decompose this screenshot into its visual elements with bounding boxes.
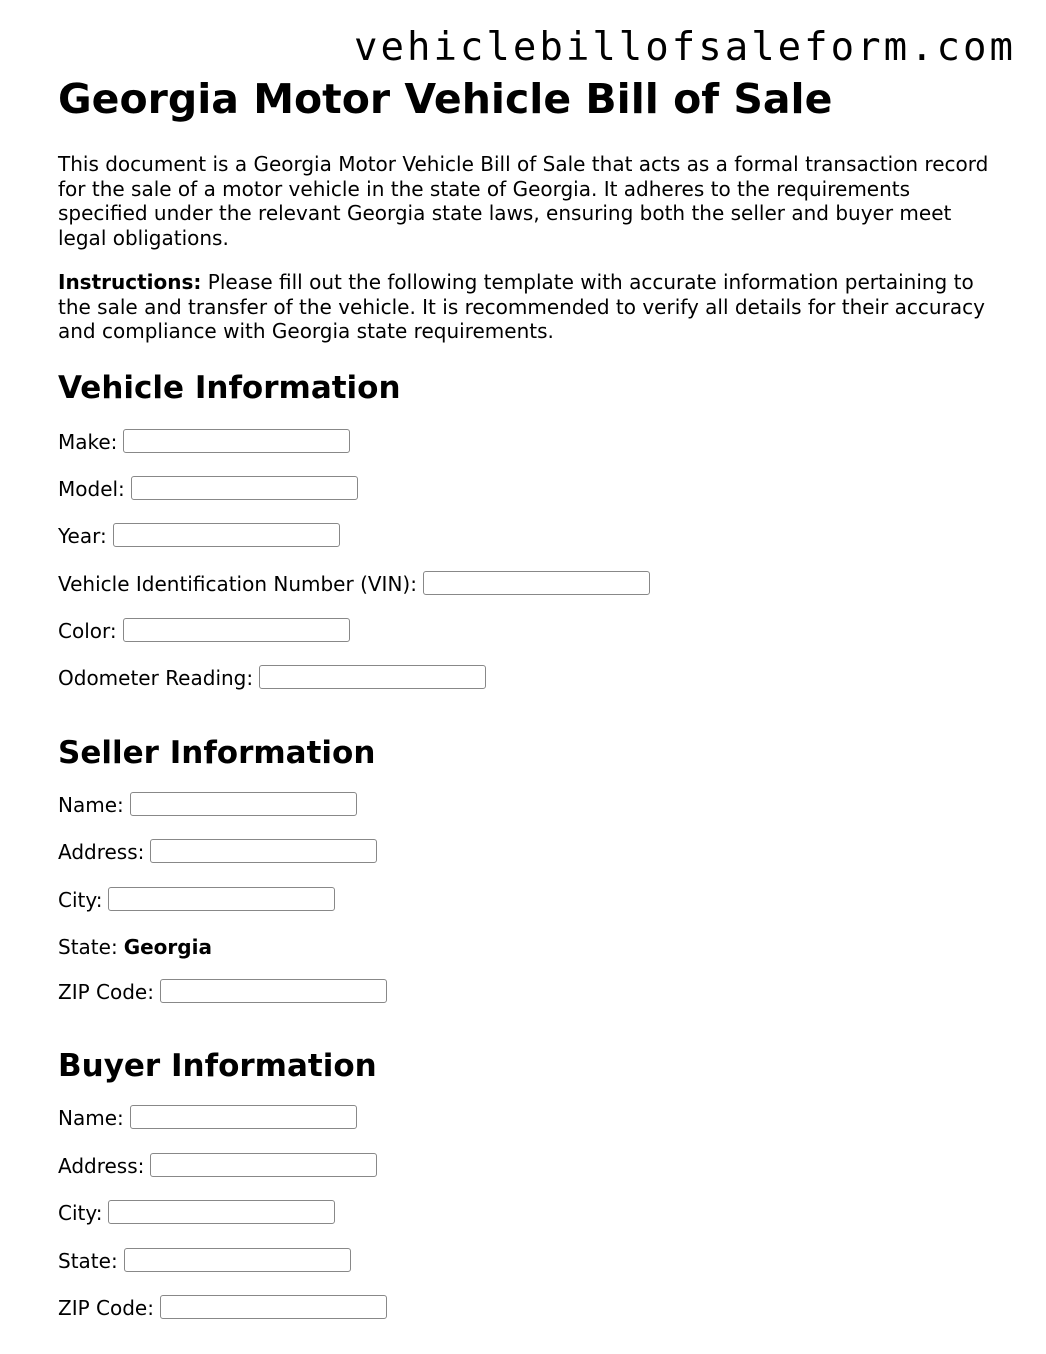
seller-address-label: Address:: [58, 840, 145, 865]
vehicle-year-label: Year:: [58, 524, 107, 549]
vehicle-color-label: Color:: [58, 619, 117, 644]
seller-state-value: Georgia: [123, 935, 212, 960]
seller-address-row: [58, 839, 998, 886]
seller-section-heading: Seller Information: [58, 734, 376, 771]
intro-paragraph: This document is a Georgia Motor Vehicle Bill of Sale that acts as a formal transaction record for the sale of a motor vehicle in the state of Georgia. It adheres to the requirements specified under the relevant Georgia state laws, ensuring both the seller and buyer meet legal obligations.: [58, 152, 989, 250]
vehicle-vin-row: [58, 571, 998, 618]
buyer-section-heading: Buyer Information: [58, 1048, 377, 1085]
vehicle-section-heading: Vehicle Information: [58, 369, 401, 406]
vehicle-vin-label: Vehicle Identification Number (VIN):: [58, 571, 417, 596]
site-watermark: vehiclebillofsaleform.com: [354, 25, 1016, 70]
seller-name-label: Name:: [58, 792, 124, 817]
seller-address-input[interactable]: [150, 839, 377, 863]
instructions-text: Please fill out the following template with accurate information pertaining to the sale and transfer of the vehicle. It is recommended to verify all details for their accuracy and compliance with Georgia state requirements.: [58, 270, 985, 343]
bill-of-sale-document: [58, 74, 998, 1342]
instructions-paragraph: [58, 270, 998, 344]
buyer-name-label: Name:: [58, 1106, 124, 1131]
buyer-address-input[interactable]: [150, 1153, 377, 1177]
buyer-name-row: [58, 1105, 998, 1152]
seller-state-label: State:: [58, 935, 118, 960]
vehicle-year-row: [58, 523, 998, 570]
seller-zip-input[interactable]: [160, 979, 387, 1003]
vehicle-odometer-row: [58, 665, 998, 712]
vehicle-odometer-label: Odometer Reading:: [58, 666, 254, 691]
buyer-zip-input[interactable]: [160, 1295, 387, 1319]
seller-city-label: City:: [58, 887, 103, 912]
buyer-zip-label: ZIP Code:: [58, 1295, 154, 1320]
seller-name-input[interactable]: [130, 792, 357, 816]
buyer-zip-row: [58, 1295, 998, 1342]
vehicle-model-label: Model:: [58, 476, 125, 501]
vehicle-make-input[interactable]: [123, 429, 350, 453]
vehicle-make-label: Make:: [58, 429, 118, 454]
vehicle-model-input[interactable]: [131, 476, 358, 500]
seller-city-row: [58, 887, 998, 934]
seller-zip-label: ZIP Code:: [58, 980, 154, 1005]
buyer-city-row: [58, 1200, 998, 1247]
vehicle-make-row: [58, 429, 998, 476]
buyer-address-label: Address:: [58, 1153, 145, 1178]
page-title: Georgia Motor Vehicle Bill of Sale: [58, 75, 833, 123]
buyer-city-label: City:: [58, 1201, 103, 1226]
seller-zip-row: [58, 979, 998, 1026]
buyer-name-input[interactable]: [130, 1105, 357, 1129]
vehicle-color-row: [58, 618, 998, 665]
vehicle-model-row: [58, 476, 998, 523]
vehicle-odometer-input[interactable]: [259, 665, 486, 689]
vehicle-year-input[interactable]: [113, 523, 340, 547]
buyer-address-row: [58, 1153, 998, 1200]
seller-city-input[interactable]: [108, 887, 335, 911]
seller-name-row: [58, 792, 998, 839]
buyer-state-input[interactable]: [124, 1248, 351, 1272]
buyer-state-label: State:: [58, 1248, 118, 1273]
buyer-state-row: [58, 1248, 998, 1295]
instructions-label: Instructions:: [58, 270, 202, 294]
vehicle-vin-input[interactable]: [423, 571, 650, 595]
buyer-city-input[interactable]: [108, 1200, 335, 1224]
seller-state-row: [58, 934, 998, 979]
vehicle-color-input[interactable]: [123, 618, 350, 642]
